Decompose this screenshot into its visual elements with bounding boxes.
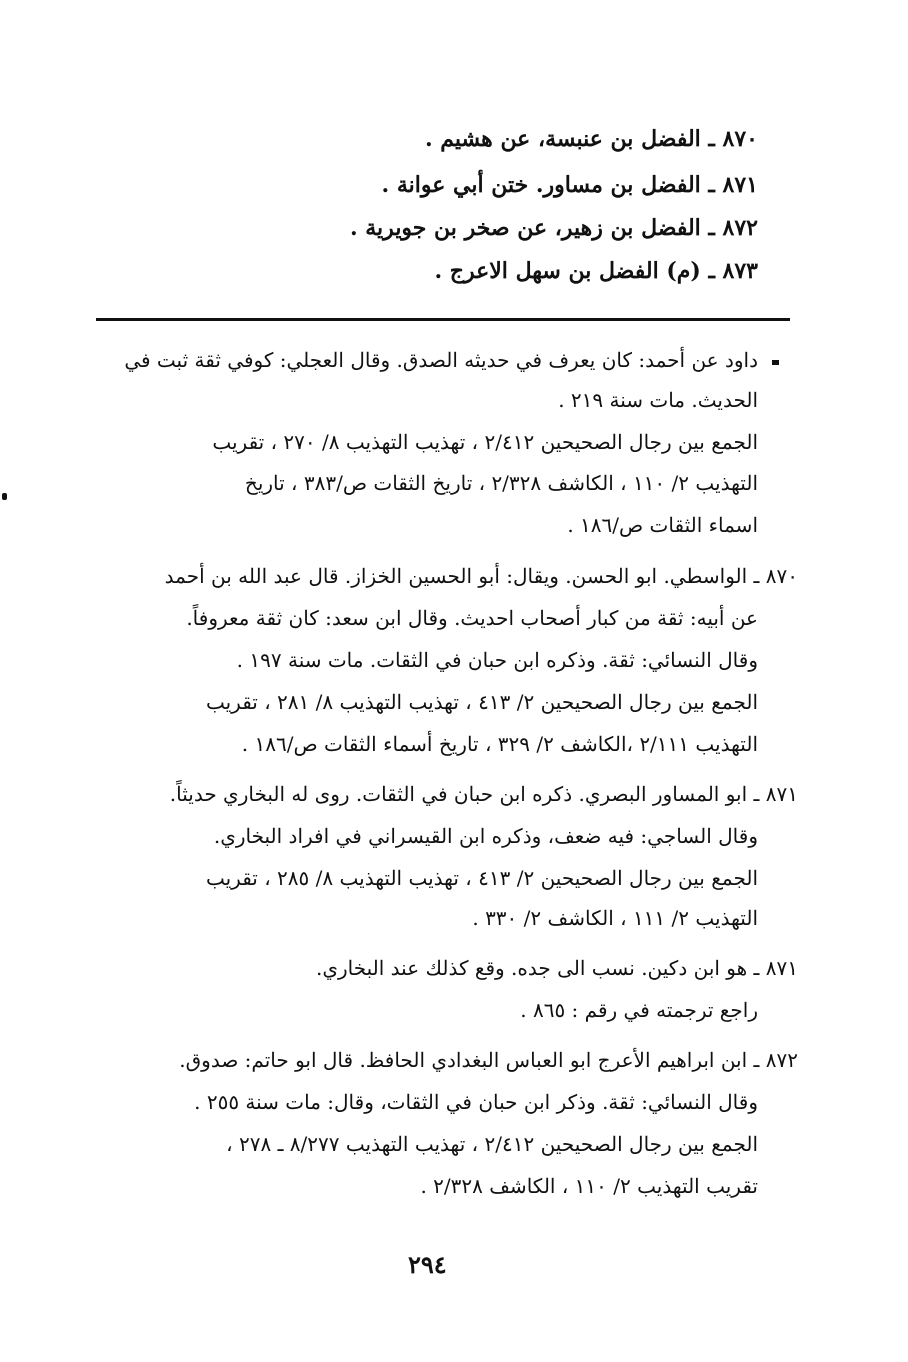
footnote-871b-line: راجع ترجمته في رقم : ٨٦٥ .: [520, 998, 758, 1022]
footnote-870-line: وقال النسائي: ثقة. وذكره ابن حبان في الثقات. مات سنة ١٩٧ .: [236, 648, 758, 672]
footnote-872-line: وقال النسائي: ثقة. وذكر ابن حبان في الثقات، وقال: مات سنة ٢٥٥ .: [194, 1090, 758, 1114]
footnote-871-line: التهذيب ٢/ ١١١ ، الكاشف ٢/ ٣٣٠ .: [472, 906, 758, 930]
entry-871: ٨٧١ ـ الفضل بن مساور. ختن أبي عوانة .: [381, 172, 758, 198]
page-number: ٢٩٤: [408, 1250, 447, 1279]
footnote-870-line: عن أبيه: ثقة من كبار أصحاب احديث. وقال ابن سعد: كان ثقة معروفاً.: [186, 606, 758, 630]
footnote-872-line: ٨٧٢ ـ ابن ابراهيم الأعرج ابو العباس البغدادي الحافظ. قال ابو حاتم: صدوق.: [179, 1048, 798, 1072]
entry-870: ٨٧٠ ـ الفضل بن عنبسة، عن هشيم .: [424, 126, 758, 152]
footnote-line: الجمع بين رجال الصحيحين ٢/٤١٢ ، تهذيب التهذيب ٨/ ٢٧٠ ، تقريب: [212, 430, 758, 454]
bullet-marker: [772, 360, 779, 365]
margin-mark: [2, 493, 7, 500]
separator-rule: [96, 318, 790, 321]
footnote-870-line: الجمع بين رجال الصحيحين ٢/ ٤١٣ ، تهذيب التهذيب ٨/ ٢٨١ ، تقريب: [205, 690, 758, 714]
footnote-871b-line: ٨٧١ ـ هو ابن دكين. نسب الى جده. وقع كذلك عند البخاري.: [315, 956, 798, 980]
entry-873: ٨٧٣ ـ (م) الفضل بن سهل الاعرج .: [434, 258, 758, 284]
footnote-872-line: الجمع بين رجال الصحيحين ٢/٤١٢ ، تهذيب التهذيب ٨/٢٧٧ ـ ٢٧٨ ،: [226, 1132, 758, 1156]
footnote-872-line: تقريب التهذيب ٢/ ١١٠ ، الكاشف ٢/٣٢٨ .: [420, 1174, 758, 1198]
entry-872: ٨٧٢ ـ الفضل بن زهير، عن صخر بن جويرية .: [349, 215, 758, 241]
footnote-line: داود عن أحمد: كان يعرف في حديثه الصدق. وقال العجلي: كوفي ثقة ثبت في: [124, 348, 758, 372]
footnote-870-line: ٨٧٠ ـ الواسطي. ابو الحسن. ويقال: أبو الحسين الخزاز. قال عبد الله بن أحمد: [164, 564, 798, 588]
footnote-870-line: التهذيب ٢/١١١ ،الكاشف ٢/ ٣٢٩ ، تاريخ أسماء الثقات ص/١٨٦ .: [241, 732, 758, 756]
footnote-line: الحديث. مات سنة ٢١٩ .: [558, 388, 758, 412]
footnote-line: اسماء الثقات ص/١٨٦ .: [567, 513, 758, 537]
footnote-871-line: ٨٧١ ـ ابو المساور البصري. ذكره ابن حبان في الثقات. روى له البخاري حديثاً.: [169, 782, 798, 806]
footnote-871-line: الجمع بين رجال الصحيحين ٢/ ٤١٣ ، تهذيب التهذيب ٨/ ٢٨٥ ، تقريب: [205, 866, 758, 890]
footnote-871-line: وقال الساجي: فيه ضعف، وذكره ابن القيسراني في افراد البخاري.: [213, 824, 758, 848]
footnote-line: التهذيب ٢/ ١١٠ ، الكاشف ٢/٣٢٨ ، تاريخ الثقات ص/٣٨٣ ، تاريخ: [244, 471, 758, 495]
